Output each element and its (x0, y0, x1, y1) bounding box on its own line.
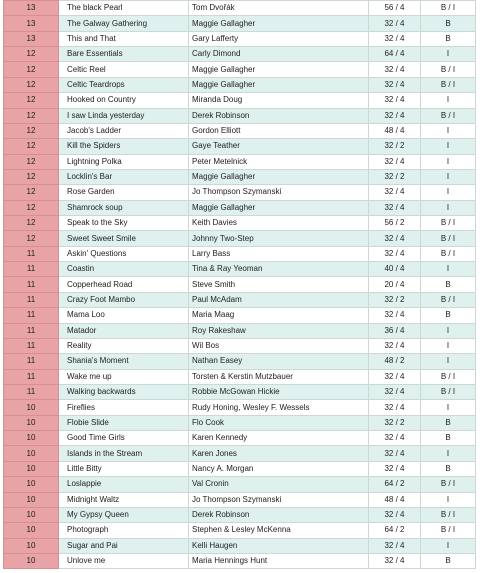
table-row (4, 108, 476, 123)
choreographer-cell: Maria Maag (189, 308, 369, 323)
count-wall-cell: 32 / 4 (369, 431, 421, 446)
dance-title-cell: Midnight Waltz (59, 492, 189, 507)
count-wall-cell: 32 / 4 (369, 93, 421, 108)
choreographer-cell: Torsten & Kerstin Mutzbauer (189, 369, 369, 384)
table-row (4, 446, 476, 461)
choreographer-cell: Karen Jones (189, 446, 369, 461)
dance-title-cell: Photograph (59, 523, 189, 538)
dance-title-cell: My Gypsy Queen (59, 507, 189, 522)
score-cell: 10 (4, 461, 59, 476)
count-wall-cell: 48 / 4 (369, 492, 421, 507)
level-cell: B (421, 553, 476, 568)
table-row (4, 553, 476, 568)
table-row (4, 292, 476, 307)
level-cell: B (421, 415, 476, 430)
dance-title-cell: Reality (59, 338, 189, 353)
score-cell: 10 (4, 431, 59, 446)
table-row (4, 31, 476, 46)
choreographer-cell: Val Cronin (189, 477, 369, 492)
choreographer-cell: Karen Kennedy (189, 431, 369, 446)
table-row (4, 431, 476, 446)
level-cell: I (421, 446, 476, 461)
count-wall-cell: 32 / 2 (369, 169, 421, 184)
choreographer-cell: Derek Robinson (189, 507, 369, 522)
dance-title-cell: Unlove me (59, 553, 189, 568)
choreographer-cell: Maggie Gallagher (189, 16, 369, 31)
dance-title-cell: I saw Linda yesterday (59, 108, 189, 123)
dance-title-cell: Coastin (59, 262, 189, 277)
dance-title-cell: Askin' Questions (59, 246, 189, 261)
score-cell: 11 (4, 246, 59, 261)
count-wall-cell: 32 / 2 (369, 139, 421, 154)
score-cell: 11 (4, 308, 59, 323)
score-cell: 10 (4, 538, 59, 553)
dance-title-cell: Islands in the Stream (59, 446, 189, 461)
table-row (4, 169, 476, 184)
table-row (4, 523, 476, 538)
score-cell: 12 (4, 200, 59, 215)
table-row (4, 47, 476, 62)
table-row (4, 507, 476, 522)
level-cell: I (421, 154, 476, 169)
table-row (4, 62, 476, 77)
count-wall-cell: 32 / 2 (369, 292, 421, 307)
score-cell: 11 (4, 262, 59, 277)
level-cell: I (421, 354, 476, 369)
level-cell: I (421, 400, 476, 415)
level-cell: B / I (421, 1, 476, 16)
count-wall-cell: 56 / 2 (369, 216, 421, 231)
choreographer-cell: Wil Bos (189, 338, 369, 353)
level-cell: B / I (421, 246, 476, 261)
level-cell: B / I (421, 369, 476, 384)
score-cell: 12 (4, 216, 59, 231)
dance-title-cell: Fireflies (59, 400, 189, 415)
count-wall-cell: 32 / 4 (369, 231, 421, 246)
dance-title-cell: Flobie Slide (59, 415, 189, 430)
level-cell: B / I (421, 292, 476, 307)
level-cell: I (421, 492, 476, 507)
count-wall-cell: 40 / 4 (369, 262, 421, 277)
table-row (4, 415, 476, 430)
choreographer-cell: Tom Dvořák (189, 1, 369, 16)
level-cell: B / I (421, 523, 476, 538)
level-cell: I (421, 323, 476, 338)
count-wall-cell: 32 / 4 (369, 16, 421, 31)
dance-title-cell: Crazy Foot Mambo (59, 292, 189, 307)
level-cell: B (421, 308, 476, 323)
dance-title-cell: Celtic Teardrops (59, 77, 189, 92)
score-cell: 12 (4, 123, 59, 138)
choreographer-cell: Nathan Easey (189, 354, 369, 369)
level-cell: I (421, 185, 476, 200)
level-cell: I (421, 93, 476, 108)
count-wall-cell: 32 / 4 (369, 553, 421, 568)
choreographer-cell: Stephen & Lesley McKenna (189, 523, 369, 538)
choreographer-cell: Derek Robinson (189, 108, 369, 123)
dance-title-cell: The Galway Gathering (59, 16, 189, 31)
table-row (4, 461, 476, 476)
score-cell: 12 (4, 154, 59, 169)
count-wall-cell: 32 / 4 (369, 308, 421, 323)
dance-title-cell: Shamrock soup (59, 200, 189, 215)
level-cell: B / I (421, 507, 476, 522)
score-cell: 10 (4, 492, 59, 507)
table-row (4, 400, 476, 415)
dance-title-cell: Matador (59, 323, 189, 338)
count-wall-cell: 32 / 4 (369, 507, 421, 522)
score-cell: 12 (4, 231, 59, 246)
table-row (4, 277, 476, 292)
count-wall-cell: 32 / 4 (369, 538, 421, 553)
score-cell: 12 (4, 139, 59, 154)
choreographer-cell: Gary Lafferty (189, 31, 369, 46)
dance-title-cell: Mama Loo (59, 308, 189, 323)
score-cell: 11 (4, 354, 59, 369)
choreographer-cell: Tina & Ray Yeoman (189, 262, 369, 277)
level-cell: B (421, 16, 476, 31)
choreographer-cell: Maggie Gallagher (189, 62, 369, 77)
level-cell: B / I (421, 231, 476, 246)
level-cell: I (421, 262, 476, 277)
score-cell: 11 (4, 338, 59, 353)
level-cell: B / I (421, 216, 476, 231)
table-row (4, 123, 476, 138)
count-wall-cell: 32 / 4 (369, 185, 421, 200)
table-row (4, 369, 476, 384)
table-row (4, 1, 476, 16)
score-cell: 12 (4, 93, 59, 108)
choreographer-cell: Flo Cook (189, 415, 369, 430)
count-wall-cell: 32 / 4 (369, 369, 421, 384)
score-cell: 12 (4, 185, 59, 200)
level-cell: I (421, 47, 476, 62)
dance-title-cell: The black Pearl (59, 1, 189, 16)
score-cell: 10 (4, 553, 59, 568)
dance-title-cell: Little Bitty (59, 461, 189, 476)
table-row (4, 354, 476, 369)
count-wall-cell: 32 / 4 (369, 154, 421, 169)
level-cell: B / I (421, 477, 476, 492)
dance-title-cell: Copperhead Road (59, 277, 189, 292)
count-wall-cell: 48 / 4 (369, 123, 421, 138)
count-wall-cell: 56 / 4 (369, 1, 421, 16)
choreographer-cell: Jo Thompson Szymanski (189, 492, 369, 507)
choreographer-cell: Keith Davies (189, 216, 369, 231)
choreographer-cell: Miranda Doug (189, 93, 369, 108)
dance-title-cell: Shania's Moment (59, 354, 189, 369)
score-cell: 10 (4, 446, 59, 461)
level-cell: B / I (421, 108, 476, 123)
count-wall-cell: 32 / 4 (369, 461, 421, 476)
level-cell: I (421, 338, 476, 353)
choreographer-cell: Maggie Gallagher (189, 77, 369, 92)
choreographer-cell: Gordon Elliott (189, 123, 369, 138)
table-row (4, 538, 476, 553)
dance-title-cell: Sugar and Pai (59, 538, 189, 553)
table-row (4, 154, 476, 169)
dance-title-cell: Kill the Spiders (59, 139, 189, 154)
dance-title-cell: Speak to the Sky (59, 216, 189, 231)
dance-title-cell: This and That (59, 31, 189, 46)
level-cell: B (421, 277, 476, 292)
dance-title-cell: Walking backwards (59, 384, 189, 399)
level-cell: I (421, 139, 476, 154)
choreographer-cell: Maggie Gallagher (189, 200, 369, 215)
count-wall-cell: 32 / 4 (369, 338, 421, 353)
count-wall-cell: 64 / 4 (369, 47, 421, 62)
score-cell: 10 (4, 477, 59, 492)
choreographer-cell: Maggie Gallagher (189, 169, 369, 184)
level-cell: I (421, 538, 476, 553)
choreographer-cell: Gaye Teather (189, 139, 369, 154)
choreographer-cell: Nancy A. Morgan (189, 461, 369, 476)
score-cell: 13 (4, 31, 59, 46)
count-wall-cell: 32 / 4 (369, 400, 421, 415)
table-row (4, 77, 476, 92)
level-cell: I (421, 123, 476, 138)
level-cell: B / I (421, 384, 476, 399)
count-wall-cell: 32 / 4 (369, 246, 421, 261)
score-cell: 11 (4, 277, 59, 292)
level-cell: B / I (421, 77, 476, 92)
dance-list-table (3, 0, 476, 569)
table-row (4, 384, 476, 399)
table-row (4, 200, 476, 215)
score-cell: 12 (4, 77, 59, 92)
count-wall-cell: 32 / 4 (369, 384, 421, 399)
count-wall-cell: 32 / 4 (369, 31, 421, 46)
choreographer-cell: Kelli Haugen (189, 538, 369, 553)
count-wall-cell: 64 / 2 (369, 523, 421, 538)
choreographer-cell: Carly Dimond (189, 47, 369, 62)
table-row (4, 16, 476, 31)
count-wall-cell: 32 / 4 (369, 200, 421, 215)
count-wall-cell: 32 / 4 (369, 446, 421, 461)
score-cell: 12 (4, 169, 59, 184)
score-cell: 10 (4, 415, 59, 430)
score-cell: 13 (4, 16, 59, 31)
dance-title-cell: Wake me up (59, 369, 189, 384)
table-row (4, 231, 476, 246)
count-wall-cell: 48 / 2 (369, 354, 421, 369)
dance-title-cell: Hooked on Country (59, 93, 189, 108)
choreographer-cell: Paul McAdam (189, 292, 369, 307)
dance-title-cell: Jacob's Ladder (59, 123, 189, 138)
dance-title-cell: Lightning Polka (59, 154, 189, 169)
count-wall-cell: 32 / 2 (369, 415, 421, 430)
score-cell: 11 (4, 384, 59, 399)
choreographer-cell: Peter Metelnick (189, 154, 369, 169)
table-row (4, 338, 476, 353)
choreographer-cell: Larry Bass (189, 246, 369, 261)
table-row (4, 246, 476, 261)
score-cell: 11 (4, 369, 59, 384)
table-row (4, 492, 476, 507)
count-wall-cell: 64 / 2 (369, 477, 421, 492)
score-cell: 12 (4, 108, 59, 123)
count-wall-cell: 20 / 4 (369, 277, 421, 292)
table-row (4, 216, 476, 231)
choreographer-cell: Johnny Two-Step (189, 231, 369, 246)
choreographer-cell: Robbie McGowan Hickie (189, 384, 369, 399)
count-wall-cell: 32 / 4 (369, 62, 421, 77)
level-cell: B (421, 431, 476, 446)
score-cell: 11 (4, 292, 59, 307)
dance-title-cell: Celtic Reel (59, 62, 189, 77)
dance-title-cell: Bare Essentials (59, 47, 189, 62)
level-cell: I (421, 169, 476, 184)
dance-title-cell: Rose Garden (59, 185, 189, 200)
choreographer-cell: Roy Rakeshaw (189, 323, 369, 338)
level-cell: B / I (421, 62, 476, 77)
table-row (4, 308, 476, 323)
table-row (4, 477, 476, 492)
table-row (4, 93, 476, 108)
count-wall-cell: 36 / 4 (369, 323, 421, 338)
score-cell: 10 (4, 507, 59, 522)
table-row (4, 323, 476, 338)
score-cell: 12 (4, 47, 59, 62)
table-row (4, 139, 476, 154)
level-cell: I (421, 200, 476, 215)
dance-title-cell: Sweet Sweet Smile (59, 231, 189, 246)
level-cell: B (421, 461, 476, 476)
score-cell: 12 (4, 62, 59, 77)
table-row (4, 262, 476, 277)
dance-title-cell: Loslappie (59, 477, 189, 492)
choreographer-cell: Rudy Honing, Wesley F. Wessels (189, 400, 369, 415)
score-cell: 13 (4, 1, 59, 16)
table-row (4, 185, 476, 200)
count-wall-cell: 32 / 4 (369, 77, 421, 92)
dance-title-cell: Good Time Girls (59, 431, 189, 446)
score-cell: 11 (4, 323, 59, 338)
dance-list-body (4, 1, 476, 569)
choreographer-cell: Jo Thompson Szymanski (189, 185, 369, 200)
choreographer-cell: Steve Smith (189, 277, 369, 292)
dance-title-cell: Locklin's Bar (59, 169, 189, 184)
score-cell: 10 (4, 400, 59, 415)
level-cell: B (421, 31, 476, 46)
count-wall-cell: 32 / 4 (369, 108, 421, 123)
choreographer-cell: Maria Hennings Hunt (189, 553, 369, 568)
score-cell: 10 (4, 523, 59, 538)
